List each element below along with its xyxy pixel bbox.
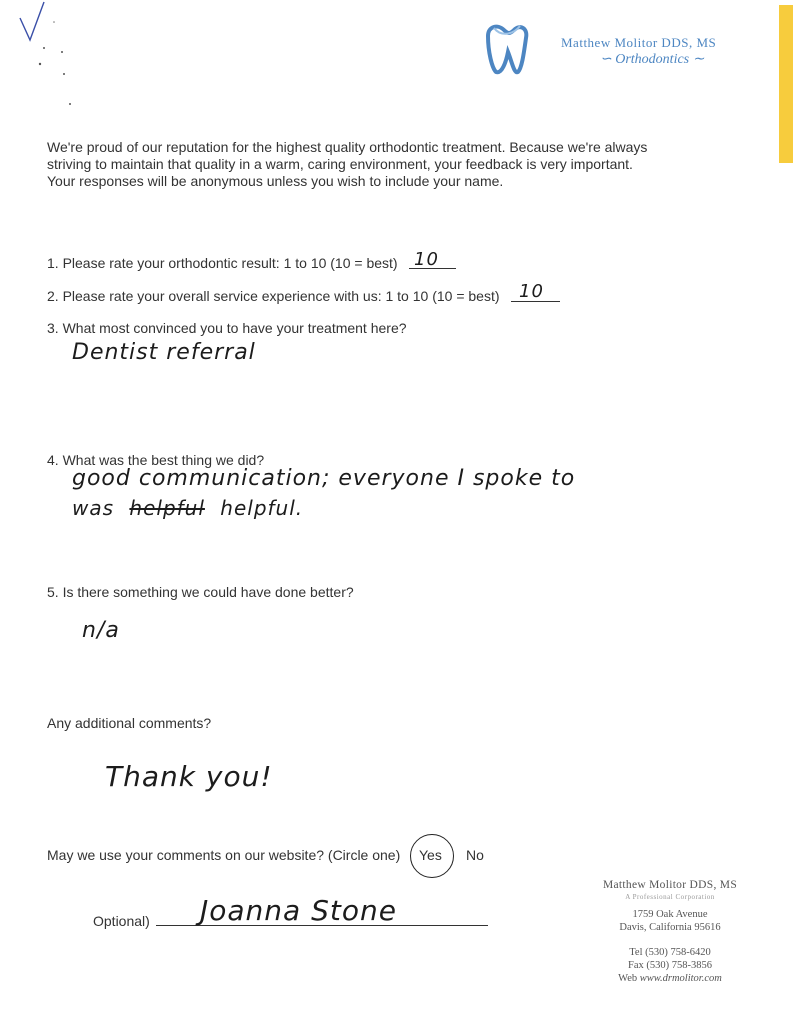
- question-4-answer-line-2[interactable]: was helpful helpful.: [72, 496, 304, 520]
- contact-fax: Fax (530) 758-3856: [628, 960, 712, 971]
- question-4-label: 4. What was the best thing we did?: [47, 452, 265, 468]
- practice-specialty: ∽ Orthodontics ∼: [600, 52, 705, 67]
- struck-out-word: helpful: [129, 496, 205, 520]
- optional-name-answer[interactable]: Joanna Stone: [200, 894, 397, 927]
- website-consent-yes[interactable]: Yes: [419, 847, 442, 863]
- practice-name: Matthew Molitor DDS, MS: [561, 35, 717, 50]
- question-2-label: 2. Please rate your overall service experience with us: 1 to 10 (10 = best): [47, 288, 500, 304]
- contact-web[interactable]: Web www.drmolitor.com: [618, 973, 722, 984]
- question-3-label: 3. What most convinced you to have your treatment here?: [47, 320, 407, 336]
- additional-comments-answer[interactable]: Thank you!: [105, 760, 273, 793]
- contact-corp: A Professional Corporation: [625, 893, 715, 901]
- question-5-answer[interactable]: n/a: [82, 618, 120, 643]
- intro-line-1: We're proud of our reputation for the highest quality orthodontic treatment. Because we're always: [47, 139, 648, 155]
- additional-comments-label: Any additional comments?: [47, 715, 212, 731]
- question-2-answer[interactable]: 10: [519, 281, 544, 302]
- yellow-page-tab: [779, 5, 793, 163]
- contact-street: 1759 Oak Avenue: [632, 909, 708, 920]
- tooth-logo-icon: [482, 22, 532, 76]
- question-4-answer-line-1[interactable]: good communication; everyone I spoke to: [72, 466, 576, 491]
- question-1-label: 1. Please rate your orthodontic result: 1 to 10 (10 = best): [47, 255, 398, 271]
- question-5-label: 5. Is there something we could have done better?: [47, 584, 354, 600]
- question-3-answer[interactable]: Dentist referral: [72, 340, 256, 365]
- check-mark-icon: [14, 0, 84, 110]
- question-1-answer[interactable]: 10: [414, 249, 439, 270]
- website-consent-label: May we use your comments on our website? (Circle one): [47, 847, 401, 863]
- contact-tel: Tel (530) 758-6420: [629, 947, 711, 958]
- website-consent-no[interactable]: No: [466, 847, 484, 863]
- intro-line-2: striving to maintain that quality in a warm, caring environment, your feedback is very important.: [47, 156, 633, 172]
- intro-line-3: Your responses will be anonymous unless you wish to include your name.: [47, 173, 504, 189]
- contact-city: Davis, California 95616: [619, 922, 721, 933]
- contact-block: [590, 879, 750, 984]
- optional-name-label: Optional): [93, 913, 150, 929]
- contact-name: Matthew Molitor DDS, MS: [602, 879, 738, 891]
